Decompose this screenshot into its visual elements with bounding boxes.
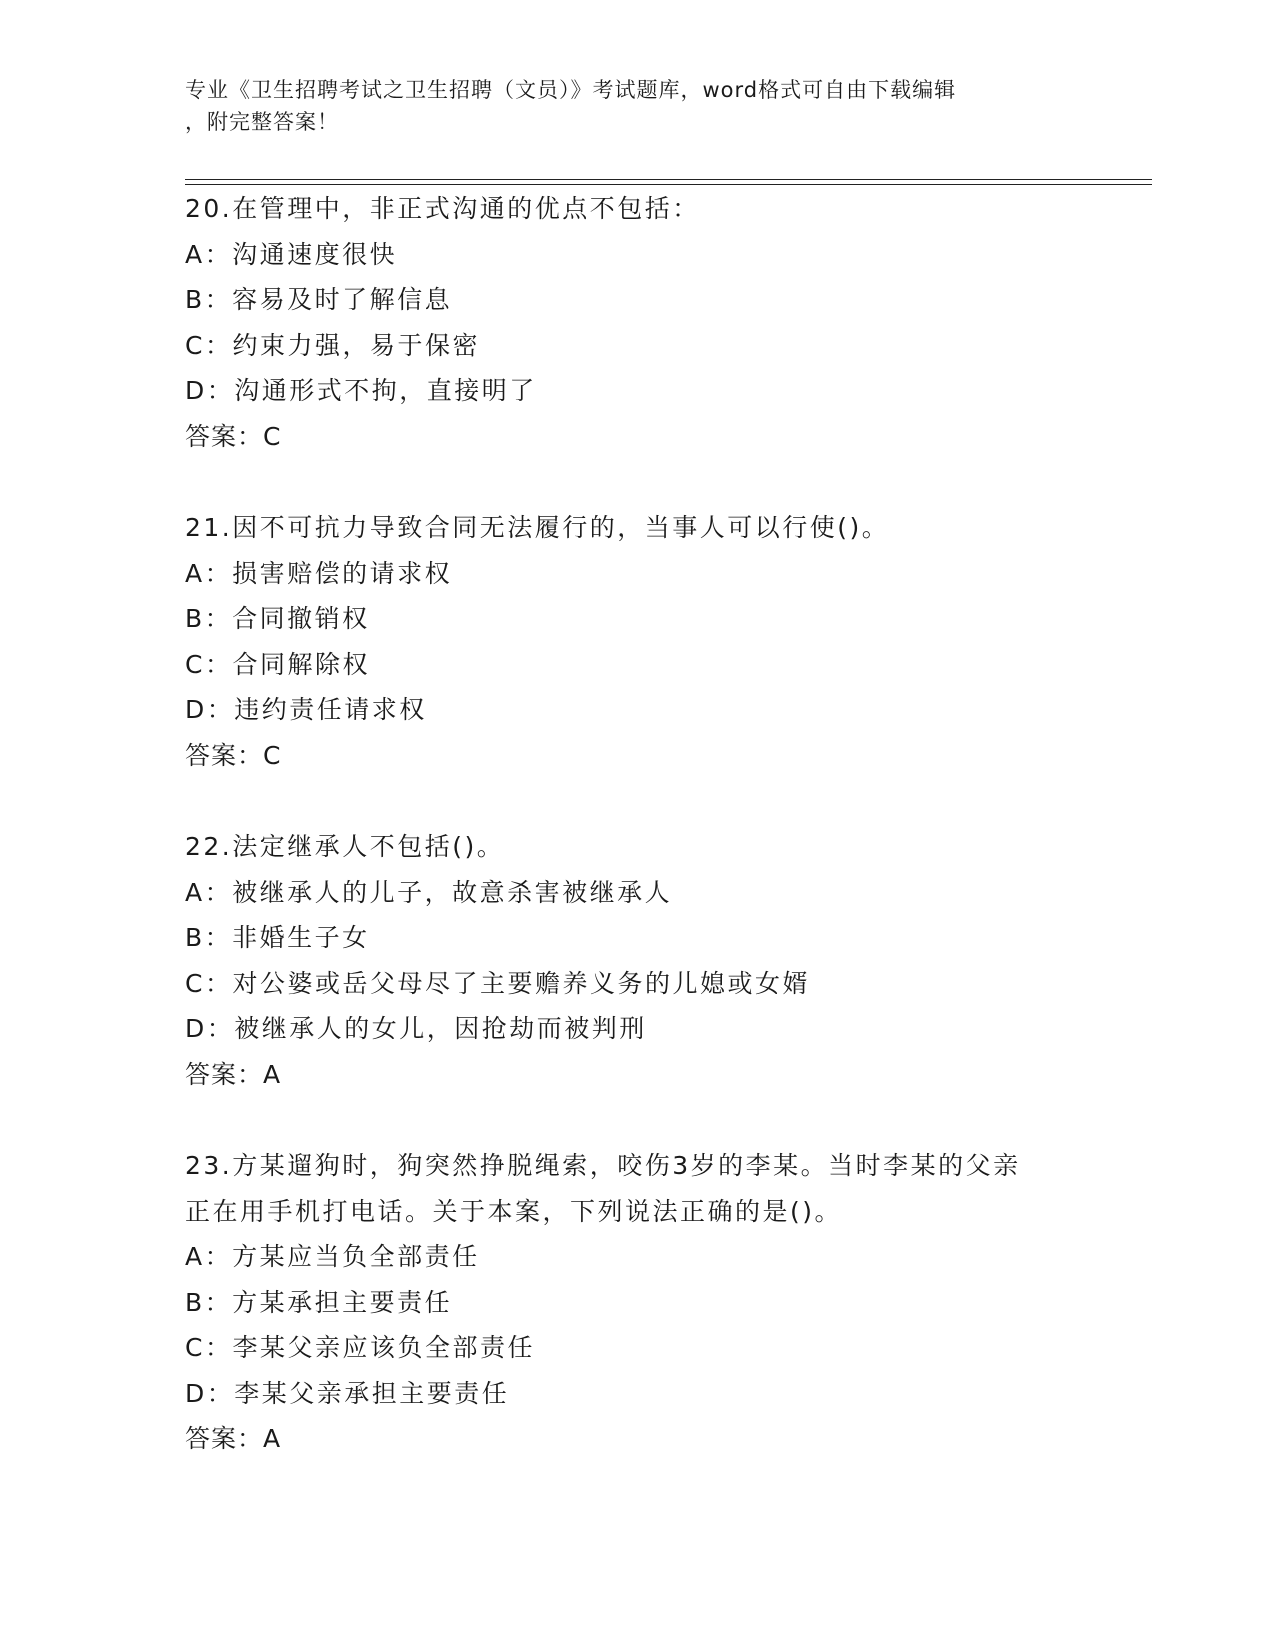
question-stem: 20.在管理中，非正式沟通的优点不包括： <box>185 194 700 223</box>
question-stem: 22.法定继承人不包括()。 <box>185 832 505 861</box>
option-c: C：合同解除权 <box>185 649 370 679</box>
option-c: C：对公婆或岳父母尽了主要赡养义务的儿媳或女婿 <box>185 968 810 998</box>
answer: 答案：C <box>185 740 282 770</box>
option-a: A：被继承人的儿子，故意杀害被继承人 <box>185 877 673 907</box>
option-b: B：容易及时了解信息 <box>185 285 453 314</box>
option-d: D：沟通形式不拘，直接明了 <box>185 376 537 405</box>
option-a: A：方某应当负全部责任 <box>185 1242 480 1271</box>
header-line-2: ，附完整答案！ <box>185 110 339 134</box>
option-c: C：约束力强，易于保密 <box>185 330 480 360</box>
option-b: B：方某承担主要责任 <box>185 1287 453 1317</box>
option-d: D：李某父亲承担主要责任 <box>185 1378 510 1408</box>
option-a: A：沟通速度很快 <box>185 239 398 269</box>
option-d: D：违约责任请求权 <box>185 695 427 724</box>
option-c: C：李某父亲应该负全部责任 <box>185 1333 535 1362</box>
option-d: D：被继承人的女儿，因抢劫而被判刑 <box>185 1014 647 1043</box>
header-divider-top <box>185 179 1152 180</box>
option-b: B：非婚生子女 <box>185 923 370 952</box>
option-b: B：合同撤销权 <box>185 604 370 633</box>
answer: 答案：A <box>185 1424 282 1453</box>
question-20 <box>185 186 1085 459</box>
answer: 答案：A <box>185 1059 282 1089</box>
question-stem-line-2: 正在用手机打电话。关于本案，下列说法正确的是()。 <box>185 1196 843 1226</box>
document-header <box>185 74 1085 138</box>
header-line-1: 专业《卫生招聘考试之卫生招聘（文员）》考试题库，word格式可自由下载编辑 <box>185 78 957 102</box>
question-21 <box>185 505 1085 778</box>
question-stem-line-1: 23.方某遛狗时，狗突然挣脱绳索，咬伤3岁的李某。当时李某的父亲 <box>185 1151 1021 1180</box>
question-23 <box>185 1143 1085 1462</box>
question-stem: 21.因不可抗力导致合同无法履行的，当事人可以行使()。 <box>185 513 890 542</box>
answer: 答案：C <box>185 421 282 451</box>
option-a: A：损害赔偿的请求权 <box>185 558 453 588</box>
question-22 <box>185 824 1085 1097</box>
header-divider-bottom <box>185 184 1152 185</box>
